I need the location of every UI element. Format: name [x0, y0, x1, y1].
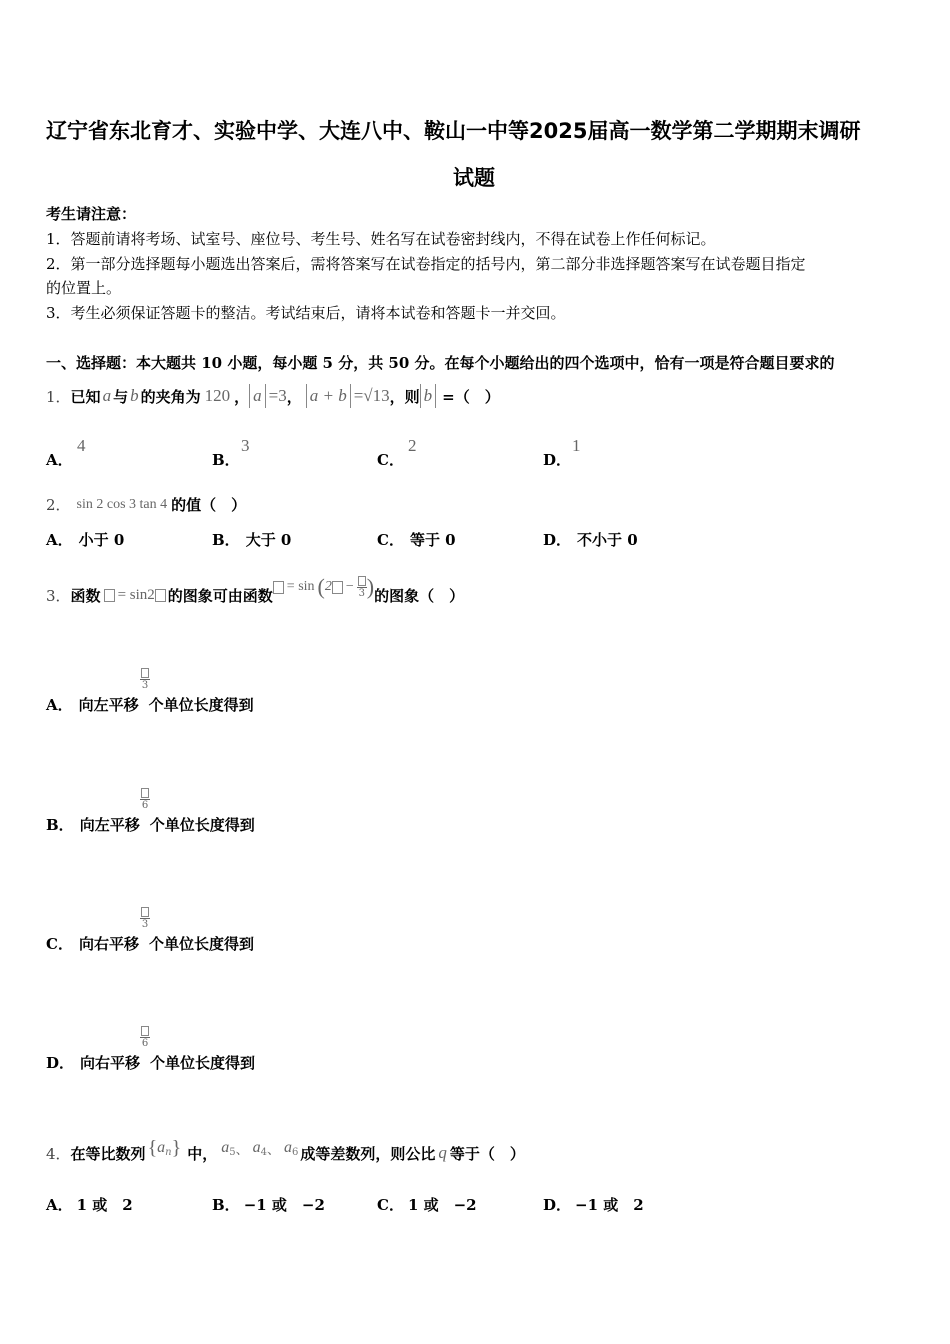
symbol-placeholder: [141, 907, 149, 917]
option-text: 向右平移: [80, 1054, 141, 1072]
brace-close: }: [171, 1136, 182, 1159]
question-4: [46, 1138, 525, 1168]
option-c: [377, 1194, 477, 1215]
abs-b: b: [423, 386, 433, 405]
symbol-placeholder: [141, 788, 149, 798]
option-text: 个单位长度得到: [149, 816, 255, 834]
option-d: [543, 1194, 644, 1215]
vector-a: a: [102, 386, 112, 405]
sequence-a: a: [157, 1139, 166, 1156]
page-title-line2: 试题: [453, 166, 495, 190]
option-text: 个单位长度得到: [148, 935, 254, 953]
option-value: 大于 0: [245, 531, 292, 549]
notes-heading: 考生请注意：: [46, 205, 137, 223]
question-text: 与: [113, 387, 129, 406]
page-title: 辽宁省东北育才、实验中学、大连八中、鞍山一中等2025届高一数学第二学期期末调研: [46, 119, 861, 143]
abs-bar: [306, 384, 307, 408]
option-value: 不小于 0: [577, 531, 638, 549]
fraction: [140, 788, 150, 811]
abs-bar: [435, 384, 436, 408]
question-number: 4．: [46, 1144, 71, 1163]
question-text: 的图象（ ）: [374, 586, 465, 605]
note-item-1: 1．答题前请将考场、试室号、座位号、考生号、姓名写在试卷密封线内，不得在试卷上作任何标记。: [46, 230, 716, 248]
note-item-2-cont: 的位置上。: [46, 279, 122, 297]
sin-label: = sin: [286, 579, 315, 594]
brace-open: {: [147, 1136, 158, 1159]
denominator: 3: [141, 680, 149, 691]
option-a: [46, 694, 254, 715]
option-c-fraction: [140, 902, 150, 930]
option-value: 小于 0: [78, 531, 125, 549]
option-a: A．: [46, 451, 73, 469]
option-c: [46, 933, 254, 954]
abs-a-plus-b: a + b: [309, 386, 347, 405]
denominator: 6: [141, 1038, 149, 1049]
option-label: D．: [543, 531, 572, 549]
option-c: C．: [377, 451, 404, 469]
question-text: 中，: [187, 1144, 218, 1163]
symbol-placeholder: [273, 581, 284, 594]
term-a4: a: [252, 1139, 261, 1156]
option-label: C．: [377, 531, 404, 549]
symbol-placeholder: [141, 1026, 149, 1036]
option-label: A．: [46, 696, 73, 714]
option-b-value: 3: [241, 436, 250, 455]
option-b-fraction: [140, 783, 150, 811]
fraction: [140, 1026, 150, 1049]
question-number: 3．: [46, 586, 71, 605]
option-b: [212, 1194, 325, 1215]
question-text: 等于（ ）: [449, 1144, 525, 1163]
separator: ，: [286, 387, 302, 406]
paren-close: ): [366, 574, 375, 599]
subscript: 6: [292, 1146, 299, 1158]
ratio-q: q: [438, 1143, 447, 1162]
note-item-3: 3．考生必须保证答题卡的整洁。考试结束后，请将本试卷和答题卡一并交回。: [46, 304, 566, 322]
question-text: 成等差数列，则公比: [300, 1144, 436, 1163]
option-c-value: 2: [408, 436, 417, 455]
option-label: B．: [212, 531, 240, 549]
option-label: C．: [377, 1196, 404, 1214]
option-d: [543, 529, 638, 550]
option-text: 个单位长度得到: [148, 696, 254, 714]
option-value: 1 或 −2: [407, 1196, 477, 1214]
option-a: [46, 529, 124, 550]
question-number: 2．: [46, 496, 71, 514]
function-1: = sin2: [117, 586, 155, 603]
abs-a: a: [253, 386, 262, 405]
abs-bar: [249, 384, 250, 408]
symbol-placeholder: [332, 581, 343, 594]
option-label: A．: [46, 531, 73, 549]
abs-bar: [350, 384, 351, 408]
fraction: [140, 907, 150, 930]
function-2: [273, 574, 374, 600]
equals-3: =3: [268, 386, 287, 405]
trig-expression: sin 2 cos 3 tan 4: [76, 496, 168, 512]
option-text: 向右平移: [78, 935, 139, 953]
option-a-fraction: [140, 663, 150, 691]
separator: ，: [234, 387, 250, 406]
option-text: 向左平移: [79, 816, 140, 834]
term-a6: a: [284, 1139, 293, 1156]
option-d: [46, 1052, 255, 1073]
option-d-fraction: [140, 1021, 150, 1049]
option-label: C．: [46, 935, 73, 953]
symbol-placeholder: [104, 589, 115, 602]
subscript: 5: [229, 1146, 236, 1158]
abs-bar: [265, 384, 266, 408]
abs-bar: [420, 384, 421, 408]
question-1: [46, 384, 500, 408]
option-label: D．: [543, 1196, 572, 1214]
coefficient: 2: [324, 579, 332, 594]
denominator: 3: [358, 587, 365, 599]
question-number: 1．: [46, 387, 71, 406]
equals-sqrt13: =√13: [353, 386, 390, 405]
subscript: 4: [260, 1146, 268, 1158]
answer-blank: =（ ）: [442, 387, 500, 406]
option-text: 个单位长度得到: [150, 1054, 256, 1072]
option-value: 等于 0: [409, 531, 456, 549]
separator: 、: [267, 1141, 281, 1157]
option-c: [377, 529, 456, 550]
denominator: 3: [141, 919, 149, 930]
note-item-2: 2．第一部分选择题每小题选出答案后，需将答案写在试卷指定的括号内，第二部分非选择题答案写在试卷题目指定: [46, 255, 806, 273]
option-label: A．: [46, 1196, 73, 1214]
question-text: 在等比数列: [70, 1144, 146, 1163]
question-3: [46, 574, 465, 610]
option-b: [212, 529, 291, 550]
section-heading: 一、选择题：本大题共 10 小题，每小题 5 分，共 50 分。在每个小题给出的四个选项中，恰有一项是符合题目要求的: [46, 354, 835, 372]
question-text: 已知: [70, 387, 101, 406]
question-text: 函数: [70, 586, 101, 605]
symbol-placeholder: [155, 589, 166, 602]
question-text: 的值（ ）: [171, 496, 247, 514]
fraction: [357, 576, 367, 599]
option-value: −1 或 2: [575, 1196, 644, 1214]
symbol-placeholder: [358, 576, 366, 586]
option-value: −1 或 −2: [243, 1196, 325, 1214]
paren-open: (: [317, 574, 325, 599]
option-a-value: 4: [77, 436, 86, 455]
symbol-placeholder: [141, 668, 149, 678]
question-text: 的夹角为: [140, 387, 201, 406]
option-text: 向左平移: [78, 696, 139, 714]
option-label: B．: [212, 1196, 240, 1214]
option-b: [46, 814, 255, 835]
option-label: D．: [46, 1054, 75, 1072]
fraction: [140, 668, 150, 691]
option-b: B．: [212, 451, 240, 469]
term-a5: a: [221, 1139, 230, 1156]
angle-value: 120: [204, 386, 231, 405]
separator: 、: [235, 1141, 249, 1157]
subscript: n: [165, 1146, 172, 1158]
option-d: D．: [543, 451, 572, 469]
question-text: 的图象可由函数: [167, 586, 273, 605]
option-label: B．: [46, 816, 74, 834]
option-a: [46, 1194, 133, 1215]
vector-b: b: [130, 386, 139, 405]
question-text: ，则: [389, 387, 420, 406]
question-2: [46, 494, 246, 515]
option-value: 1 或 2: [76, 1196, 133, 1214]
minus-sign: −: [345, 579, 354, 594]
denominator: 6: [141, 800, 149, 811]
option-d-value: 1: [572, 436, 581, 455]
